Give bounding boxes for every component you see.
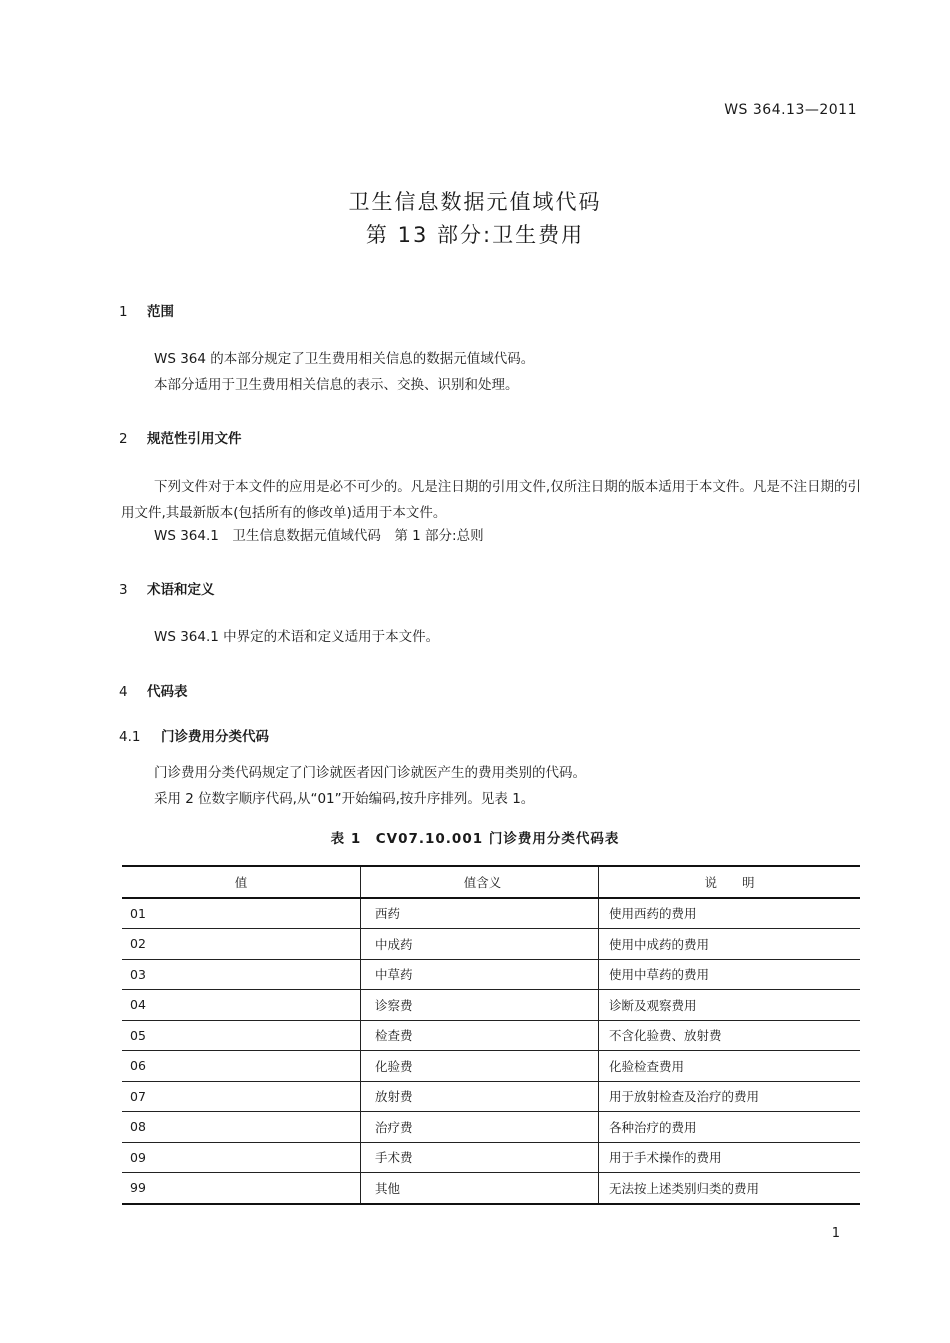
cell-value: 01 xyxy=(122,898,361,929)
header-meaning: 值含义 xyxy=(361,866,599,898)
cell-value: 09 xyxy=(122,1142,361,1173)
cell-description: 诊断及观察费用 xyxy=(599,990,861,1021)
section-4-heading xyxy=(119,680,188,700)
cell-description: 各种治疗的费用 xyxy=(599,1112,861,1143)
table-header-row xyxy=(122,866,860,898)
cell-meaning: 检查费 xyxy=(361,1020,599,1051)
section-title: 规范性引用文件 xyxy=(147,431,242,447)
cell-meaning: 中草药 xyxy=(361,959,599,990)
document-subtitle: 第 13 部分:卫生费用 xyxy=(365,223,585,247)
cell-value: 05 xyxy=(122,1020,361,1051)
section-number: 4.1 xyxy=(119,729,141,745)
cell-value: 99 xyxy=(122,1173,361,1204)
cell-description: 用于手术操作的费用 xyxy=(599,1142,861,1173)
standard-code: WS 364.13—2011 xyxy=(724,102,857,118)
section-1-paragraph-1: WS 364 的本部分规定了卫生费用相关信息的数据元值域代码。 xyxy=(154,351,535,367)
table-row xyxy=(122,1051,860,1082)
cell-meaning: 诊察费 xyxy=(361,990,599,1021)
cell-value: 07 xyxy=(122,1081,361,1112)
cell-value: 06 xyxy=(122,1051,361,1082)
header-description: 说 明 xyxy=(599,866,861,898)
cell-description: 不含化验费、放射费 xyxy=(599,1020,861,1051)
section-title: 门诊费用分类代码 xyxy=(161,729,269,745)
table-row xyxy=(122,1173,860,1204)
cell-description: 使用中成药的费用 xyxy=(599,929,861,960)
cell-meaning: 治疗费 xyxy=(361,1112,599,1143)
section-number: 4 xyxy=(119,684,128,700)
cell-value: 02 xyxy=(122,929,361,960)
cell-meaning: 中成药 xyxy=(361,929,599,960)
section-title: 术语和定义 xyxy=(147,582,215,598)
table-row xyxy=(122,959,860,990)
cell-meaning: 放射费 xyxy=(361,1081,599,1112)
section-4-1-heading xyxy=(119,725,269,745)
cell-description: 用于放射检查及治疗的费用 xyxy=(599,1081,861,1112)
cell-meaning: 其他 xyxy=(361,1173,599,1204)
code-table xyxy=(122,865,860,1205)
cell-meaning: 西药 xyxy=(361,898,599,929)
table-row xyxy=(122,1081,860,1112)
section-1-heading xyxy=(119,300,174,320)
cell-value: 04 xyxy=(122,990,361,1021)
cell-meaning: 手术费 xyxy=(361,1142,599,1173)
section-3-paragraph-1: WS 364.1 中界定的术语和定义适用于本文件。 xyxy=(154,629,440,645)
table-row xyxy=(122,1142,860,1173)
section-number: 2 xyxy=(119,431,128,447)
section-title: 代码表 xyxy=(147,684,188,700)
cell-description: 无法按上述类别归类的费用 xyxy=(599,1173,861,1204)
section-number: 1 xyxy=(119,304,128,320)
table-caption: 表 1 CV07.10.001 门诊费用分类代码表 xyxy=(330,831,620,847)
table-row xyxy=(122,898,860,929)
section-4-1-paragraph-2: 采用 2 位数字顺序代码,从“01”开始编码,按升序排列。见表 1。 xyxy=(154,791,535,807)
table-row xyxy=(122,929,860,960)
section-3-heading xyxy=(119,578,215,598)
cell-description: 使用中草药的费用 xyxy=(599,959,861,990)
table-row xyxy=(122,1112,860,1143)
section-2-heading xyxy=(119,427,242,447)
section-2-paragraph-1: 下列文件对于本文件的应用是必不可少的。凡是注日期的引用文件,仅所注日期的版本适用于本文件。凡是不注日期的引用文件,其最新版本(包括所有的修改单)适用于本文件。 xyxy=(121,479,861,521)
cell-meaning: 化验费 xyxy=(361,1051,599,1082)
cell-description: 化验检查费用 xyxy=(599,1051,861,1082)
table-row xyxy=(122,990,860,1021)
table-row xyxy=(122,1020,860,1051)
section-4-1-paragraph-1: 门诊费用分类代码规定了门诊就医者因门诊就医产生的费用类别的代码。 xyxy=(154,765,586,781)
cell-description: 使用西药的费用 xyxy=(599,898,861,929)
header-value: 值 xyxy=(122,866,361,898)
cell-value: 08 xyxy=(122,1112,361,1143)
section-2-reference: WS 364.1 卫生信息数据元值域代码 第 1 部分:总则 xyxy=(154,528,484,544)
document-title: 卫生信息数据元值域代码 xyxy=(348,190,602,214)
section-number: 3 xyxy=(119,582,128,598)
section-title: 范围 xyxy=(147,304,174,320)
cell-value: 03 xyxy=(122,959,361,990)
page-number: 1 xyxy=(831,1226,840,1241)
section-1-paragraph-2: 本部分适用于卫生费用相关信息的表示、交换、识别和处理。 xyxy=(154,377,519,393)
